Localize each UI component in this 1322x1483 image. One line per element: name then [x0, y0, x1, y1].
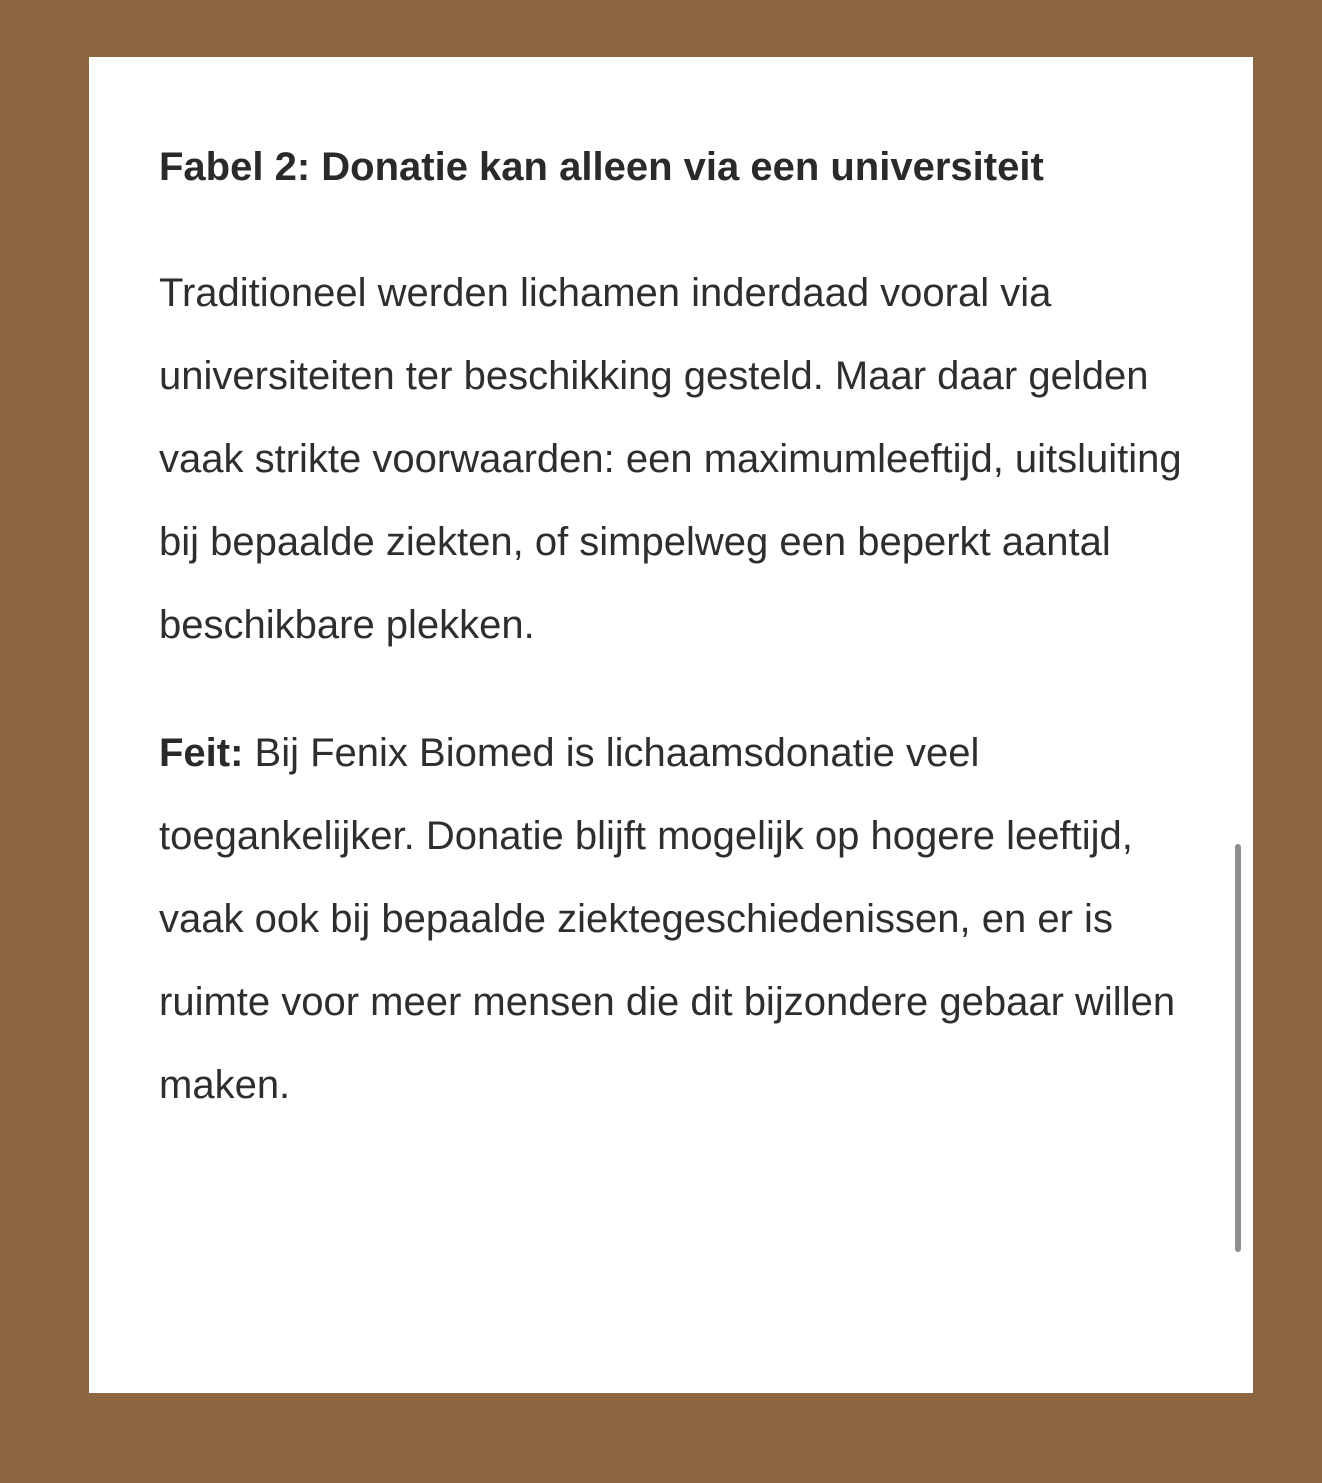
fact-text: Bij Fenix Biomed is lichaamsdonatie veel toegankelijker. Donatie blijft mogelijk op hogere leeftijd, vaak ook bij bepaalde ziektegeschiedenissen, en er is ruimte voor meer mensen die dit bijzondere gebaar willen maken.	[159, 731, 1176, 1107]
fact-label: Feit:	[159, 731, 244, 775]
vertical-scrollbar[interactable]	[1235, 844, 1241, 1252]
article-paragraph-fact	[159, 712, 1199, 1127]
article-heading: Fabel 2: Donatie kan alleen via een universiteit	[159, 145, 1044, 189]
article-content	[159, 125, 1199, 1127]
article-card	[89, 57, 1253, 1393]
article-paragraph-myth: Traditioneel werden lichamen inderdaad vooral via universiteiten ter beschikking gesteld. Maar daar gelden vaak strikte voorwaarden: een maximumleeftijd, uitsluiting bij bepaalde ziekten, of simpelweg een beperkt aantal beschikbare plekken.	[159, 271, 1182, 647]
